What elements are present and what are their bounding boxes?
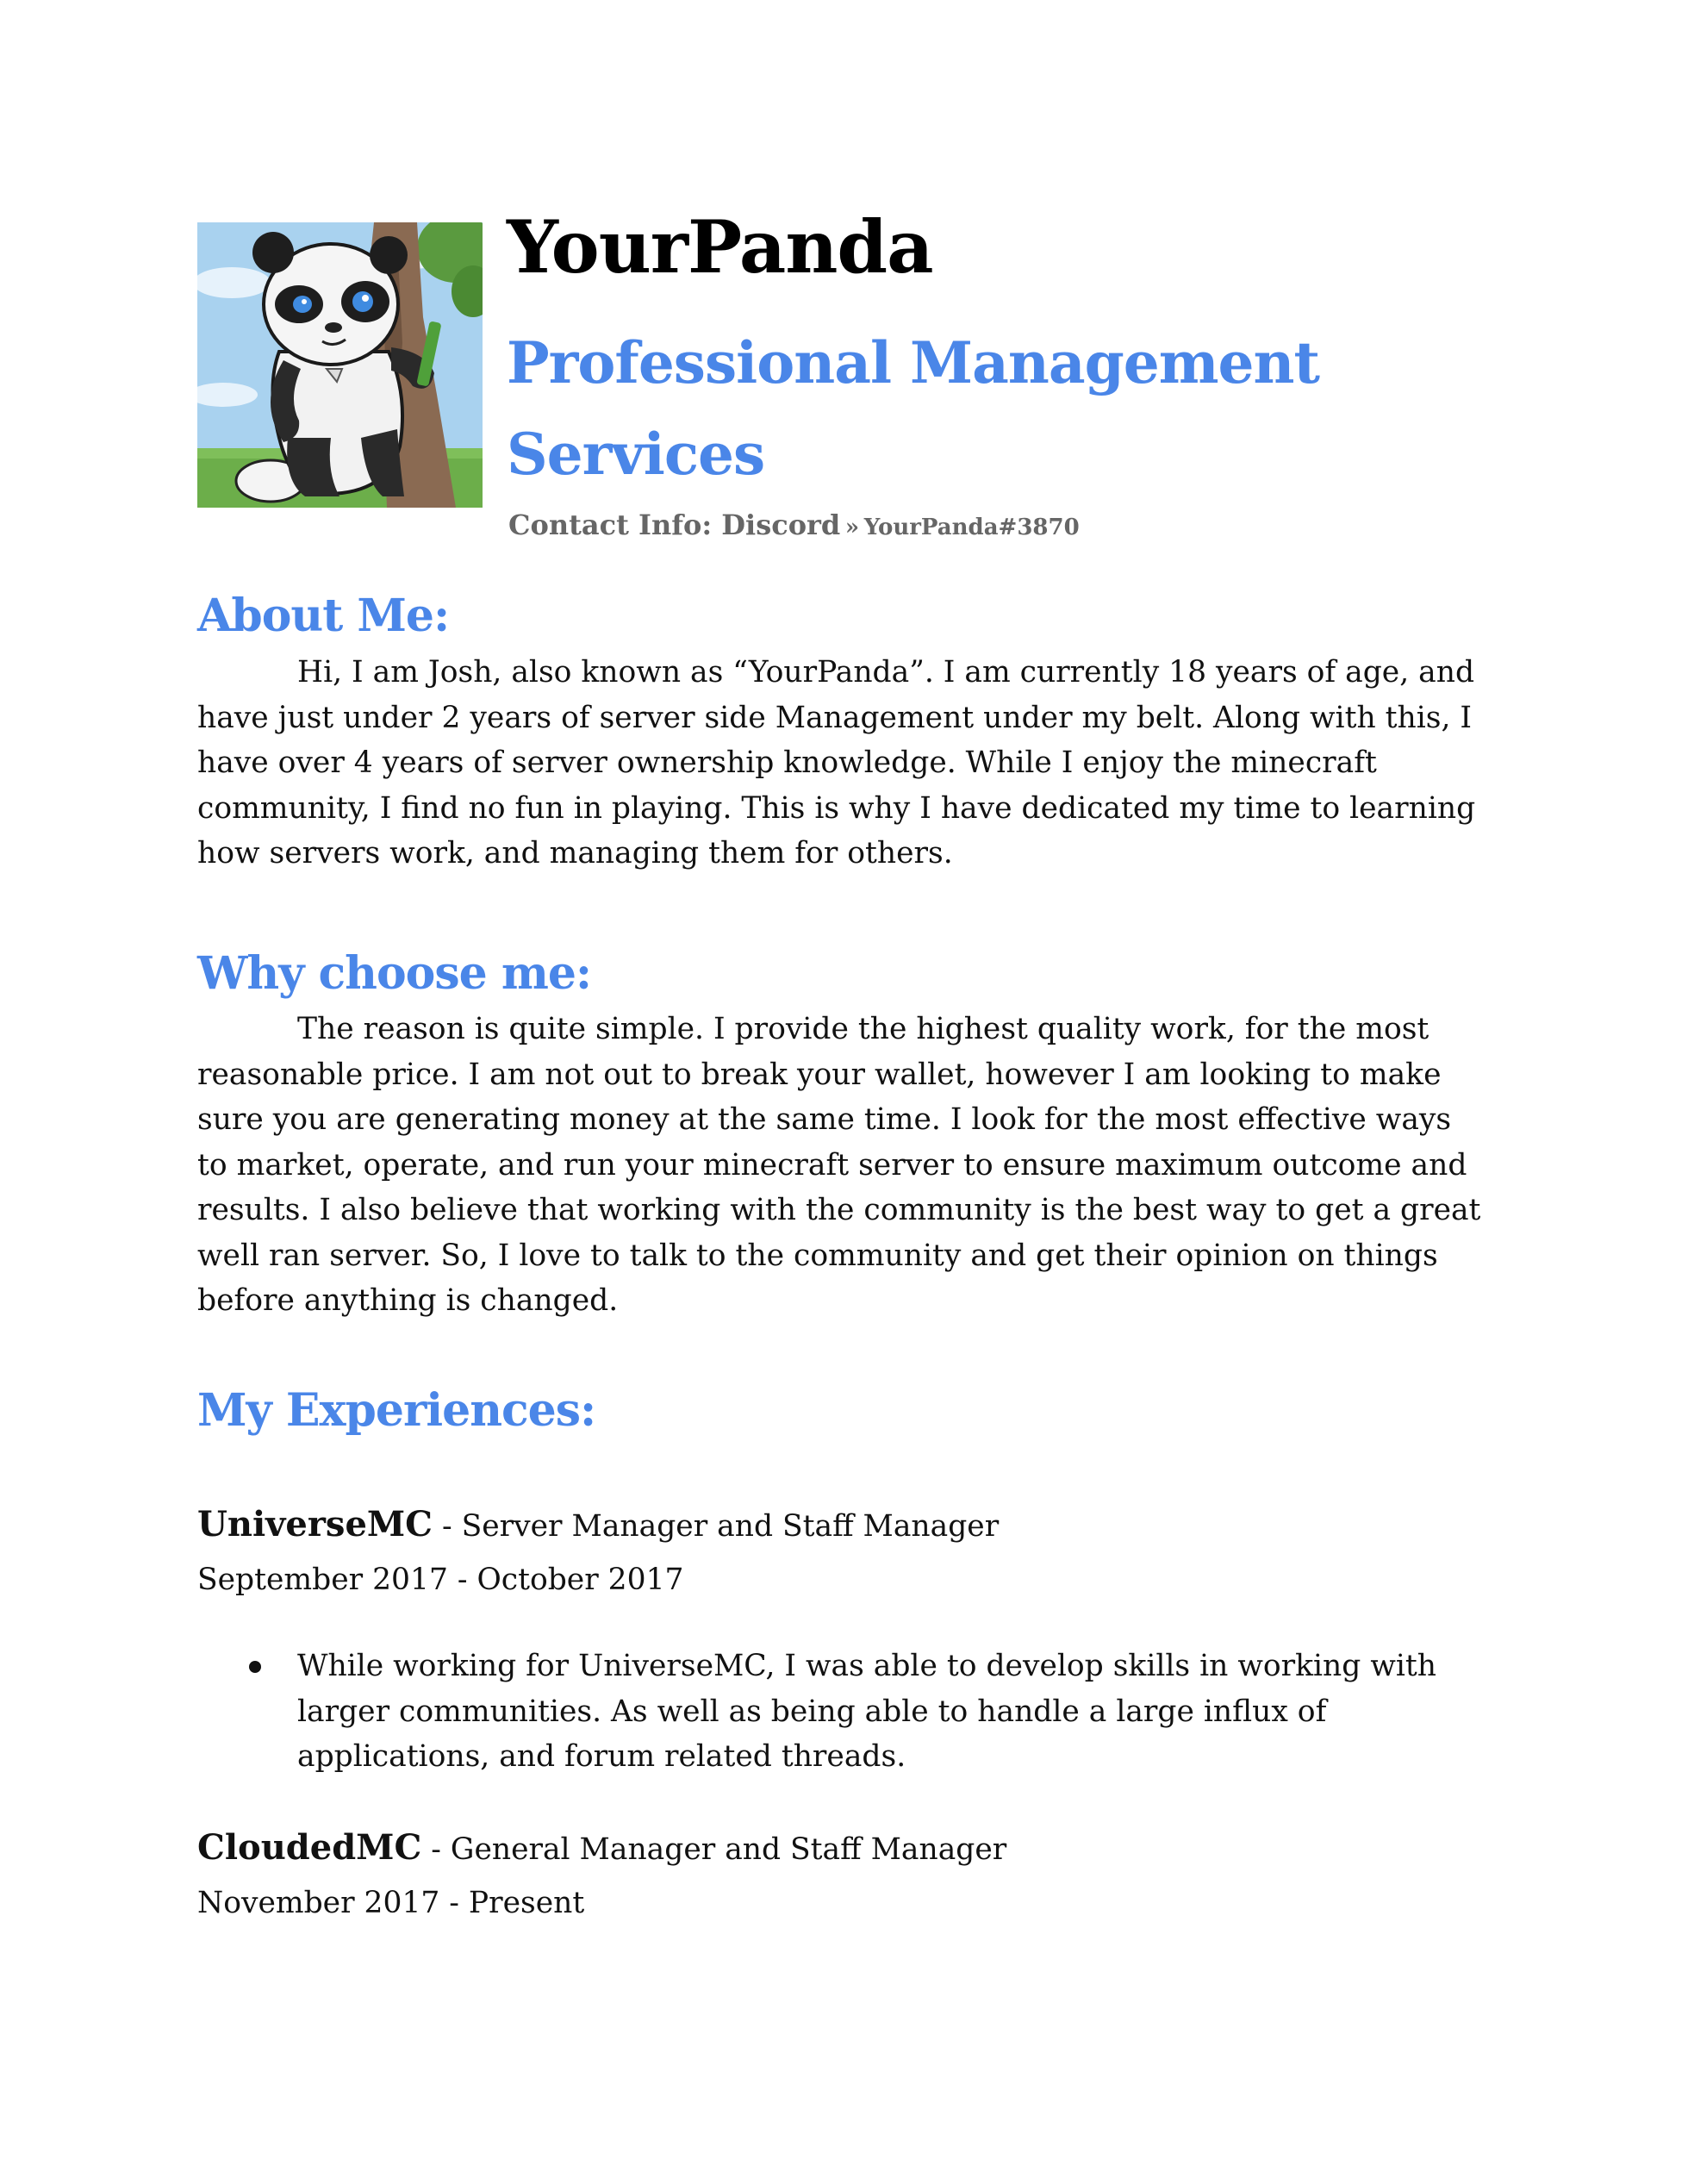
list-item xyxy=(197,1644,1443,1780)
job-bullet-list xyxy=(197,1644,1490,1780)
page-subtitle: Professional Management Services xyxy=(507,329,1320,488)
job-role: - General Manager and Staff Manager xyxy=(421,1832,1007,1867)
contact-label: Contact Info: Discord xyxy=(508,509,841,541)
experiences-heading: My Experiences: xyxy=(197,1384,596,1437)
about-body: Hi, I am Josh, also known as “YourPanda”. I am currently 18 years of age, and have just under 2 years of server side Management under my belt. Along with this, I have over 4 years of server ownership knowledge. While I enjoy the minecraft community, I find no fun in playing. This is why I have dedicated my time to learning how servers work, and managing them for others. xyxy=(197,655,1476,870)
job-role: - Server Manager and Staff Manager xyxy=(433,1509,1000,1544)
contact-info xyxy=(508,509,1080,541)
job-title-line xyxy=(197,1827,1006,1868)
contact-handle: YourPanda#3870 xyxy=(863,515,1080,540)
why-heading: Why choose me: xyxy=(197,947,592,1000)
about-heading: About Me: xyxy=(197,590,450,642)
job-org: CloudedMC xyxy=(197,1827,422,1868)
bullet-text: While working for UniverseMC, I was able to develop skills in working with larger communities. As well as being able to handle a large influx of applications, and forum related threads. xyxy=(297,1649,1436,1774)
job-dates: November 2017 - Present xyxy=(197,1886,585,1920)
bullet-icon xyxy=(249,1661,261,1673)
panda-avatar-icon xyxy=(197,222,483,508)
job-dates: September 2017 - October 2017 xyxy=(197,1563,684,1597)
job-org: UniverseMC xyxy=(197,1504,433,1544)
page-title: YourPanda xyxy=(507,204,933,290)
contact-separator: » xyxy=(844,515,860,540)
why-body: The reason is quite simple. I provide the highest quality work, for the most reasonable price. I am not out to break your wallet, however I am looking to make sure you are generating money at the same time. I look for the most effective ways to market, operate, and run your minecraft server to ensure maximum outcome and results. I also believe that working with the community is the best way to get a great well ran server. So, I love to talk to the community and get their opinion on things before anything is changed. xyxy=(197,1012,1481,1318)
job-title-line xyxy=(197,1504,999,1544)
